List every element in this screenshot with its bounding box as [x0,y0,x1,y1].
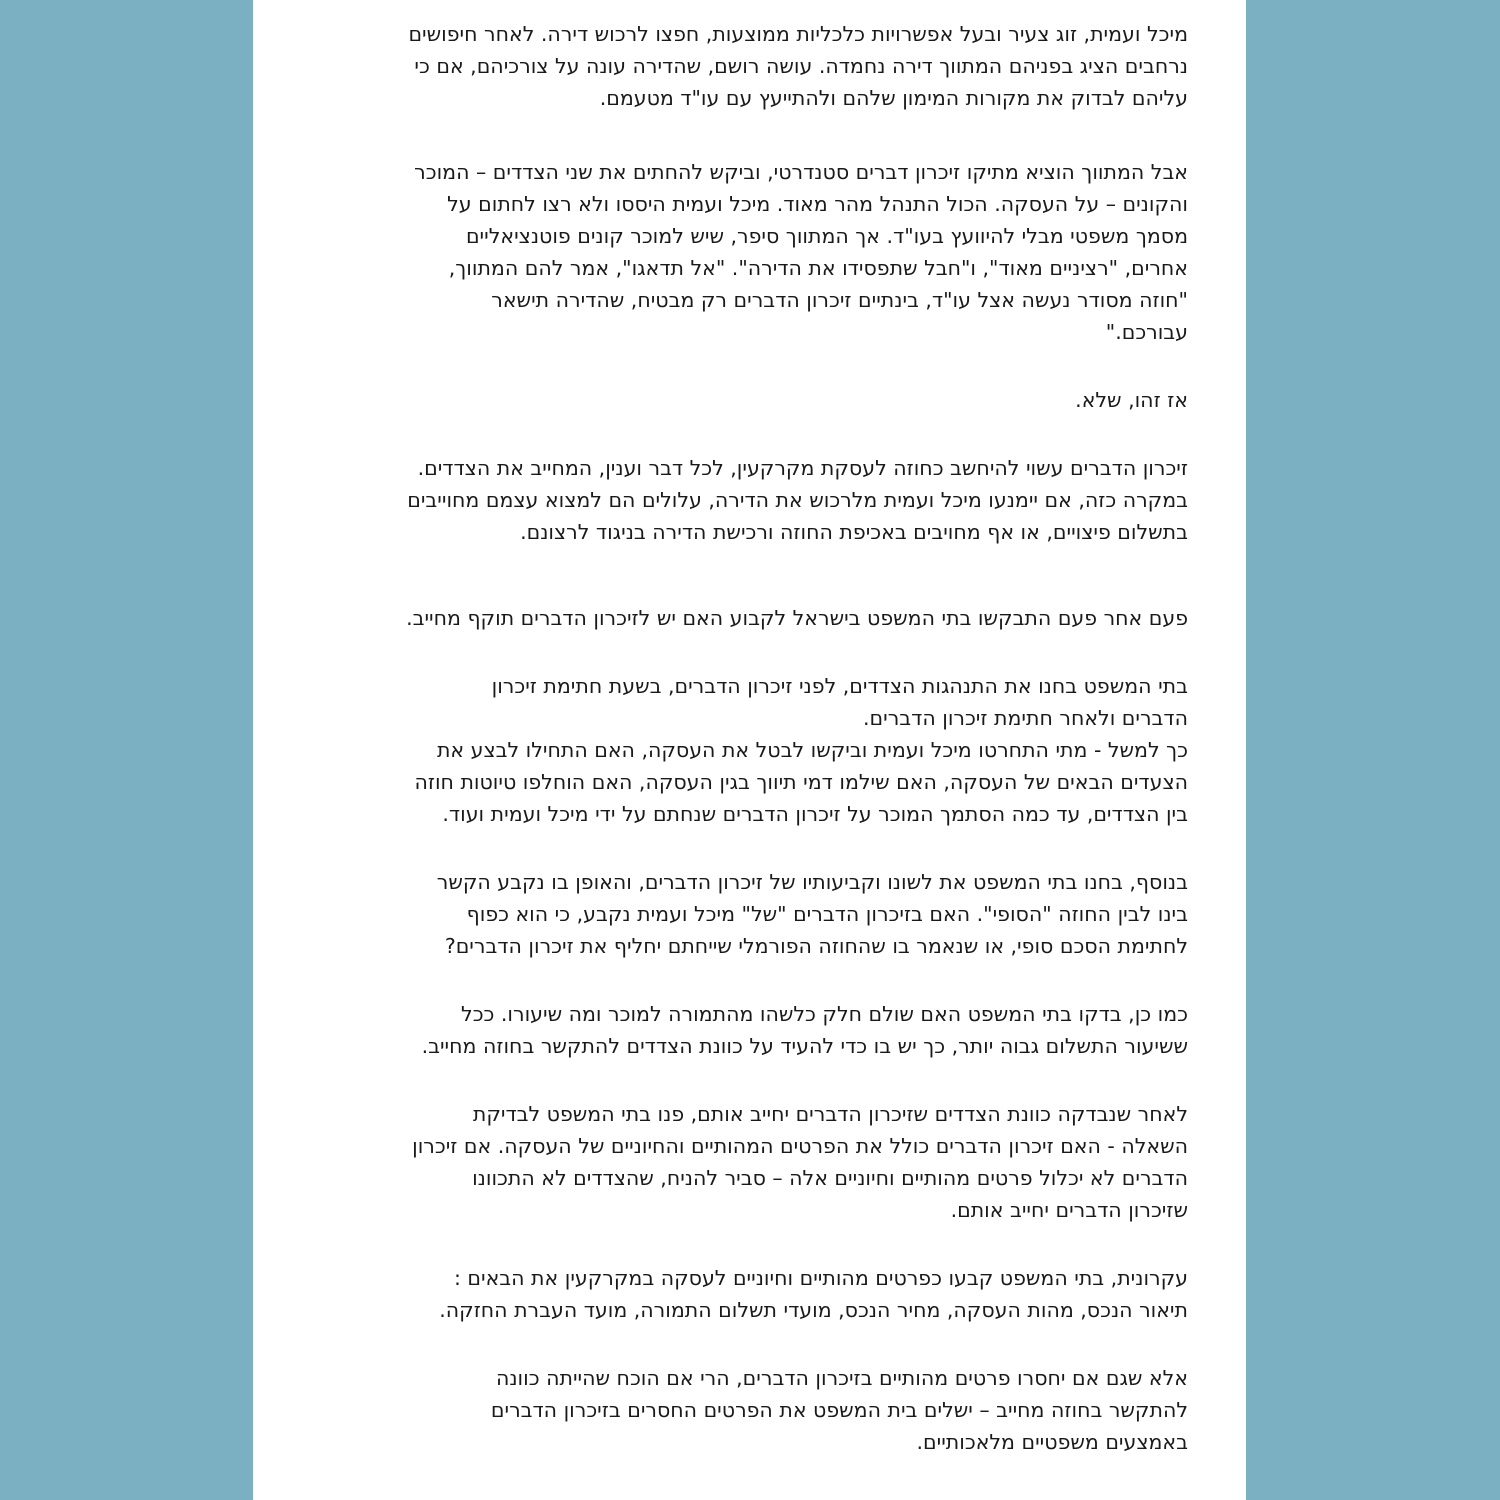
document-page [253,0,1246,1500]
text-line: "חוזה מסודר נעשה אצל עו"ד, בינתיים זיכרון הדברים רק מבטיח, שהדירה תישאר [491,288,1188,312]
text-line: להתקשר בחוזה מחייב – ישלים בית המשפט את הפרטים החסרים בזיכרון הדברים [490,1398,1188,1422]
text-line: עקרונית, בתי המשפט קבעו כפרטים מהותיים וחיוניים לעסקה במקרקעין את הבאים : [453,1266,1188,1290]
text-line: כך למשל - מתי התחרטו מיכל ועמית וביקשו לבטל את העסקה, האם התחילו לבצע את [436,738,1188,762]
text-line: בנוסף, בחנו בתי המשפט את לשונו וקביעותיו של זיכרון הדברים, והאופן בו נקבע הקשר [436,870,1188,894]
text-line: הדברים ולאחר חתימת זיכרון הדברים. [863,706,1188,730]
text-line: נרחבים הציג בפניהם המתווך דירה נחמדה. עושה רושם, שהדירה עונה על צורכיהם, אם כי [414,54,1188,78]
paragraph-wording-examination [293,866,1188,962]
text-line: באמצעים משפטיים מלאכותיים. [916,1430,1188,1454]
text-line: מסמך משפטי מבלי להיוועץ בעו"ד. אך המתווך סיפר, שיש למוכר קונים פוטנציאליים [465,224,1188,248]
text-line: השאלה - האם זיכרון הדברים כולל את הפרטים המהותיים והחיוניים של העסקה. אם זיכרון [412,1134,1188,1158]
text-line: מיכל ועמית, זוג צעיר ובעל אפשרויות כלכליות ממוצעות, חפצו לרכוש דירה. לאחר חיפושים [408,22,1188,46]
text-line: אז זהו, שלא. [1075,388,1188,412]
text-line: הדברים לא יכלול פרטים מהותיים וחיוניים אלה – סביר להניח, שהצדדים לא התכוונו [472,1166,1188,1190]
text-line: ששיעור התשלום גבוה יותר, כך יש בו כדי להעיד על כוונת הצדדים להתקשר בחוזה מחייב. [421,1034,1188,1058]
text-line: שזיכרון הדברים יחייב אותם. [950,1198,1188,1222]
paragraph-short-statement [293,384,1188,416]
paragraph-essential-details [293,1098,1188,1226]
paragraph-binding-contract [293,452,1188,548]
paragraph-courts-question [293,602,1188,634]
text-line: והקונים – על העסקה. הכול התנהל מהר מאוד. מיכל ועמית היססו ולא רצו לחתום על [447,192,1188,216]
text-line: לאחר שנבדקה כוונת הצדדים שזיכרון הדברים יחייב אותם, פנו בתי המשפט לבדיקת [472,1102,1188,1126]
text-line: זיכרון הדברים עשוי להיחשב כחוזה לעסקת מקרקעין, לכל דבר וענין, המחייב את הצדדים. [417,456,1188,480]
paragraph-intro [293,18,1188,114]
text-line: בין הצדדים, עד כמה הסתמך המוכר על זיכרון הדברים שנחתם על ידי מיכל ועמית ועוד. [442,802,1188,826]
paragraph-court-completion [293,1362,1188,1458]
paragraph-parties-conduct [293,670,1188,830]
paragraph-payment-check [293,998,1188,1062]
text-line: בינו לבין החוזה "הסופי". האם בזיכרון הדברים "של" מיכל ועמית נקבע, כי הוא כפוף [466,902,1188,926]
paragraph-agent-memorandum [293,156,1188,348]
text-line: פעם אחר פעם התבקשו בתי המשפט בישראל לקבוע האם יש לזיכרון הדברים תוקף מחייב. [406,606,1188,630]
text-line: עליהם לבדוק את מקורות המימון שלהם ולהתייעץ עם עו"ד מטעמם. [599,86,1188,110]
text-line: אבל המתווך הוציא מתיקו זיכרון דברים סטנדרטי, וביקש להחתים את שני הצדדים – המוכר [414,160,1188,184]
paragraph-essential-list [293,1262,1188,1326]
text-line: אלא שגם אם יחסרו פרטים מהותיים בזיכרון הדברים, הרי אם הוכח שהייתה כוונה [495,1366,1188,1390]
text-line: אחרים, "רציניים מאוד", ו"חבל שתפסידו את הדירה". "אל תדאגו", אמר להם המתווך, [448,256,1188,280]
text-line: במקרה כזה, אם יימנעו מיכל ועמית מלרכוש את הדירה, עלולים הם למצוא עצמם מחוייבים [407,488,1188,512]
text-line: בתי המשפט בחנו את התנהגות הצדדים, לפני זיכרון הדברים, בשעת חתימת זיכרון [491,674,1188,698]
text-line: לחתימת הסכם סופי, או שנאמר בו שהחוזה הפורמלי שייחתם יחליף את זיכרון הדברים? [444,934,1188,958]
text-line: כמו כן, בדקו בתי המשפט האם שולם חלק כלשהו מהתמורה למוכר ומה שיעורו. ככל [461,1002,1188,1026]
text-line: עבורכם." [1105,320,1188,344]
text-line: תיאור הנכס, מהות העסקה, מחיר הנכס, מועדי תשלום התמורה, מועד העברת החזקה. [439,1298,1188,1322]
text-line: בתשלום פיצויים, או אף מחויבים באכיפת החוזה ורכישת הדירה בניגוד לרצונם. [520,520,1188,544]
text-line: הצעדים הבאים של העסקה, האם שילמו דמי תיווך בגין העסקה, האם הוחלפו טיוטות חוזה [414,770,1188,794]
